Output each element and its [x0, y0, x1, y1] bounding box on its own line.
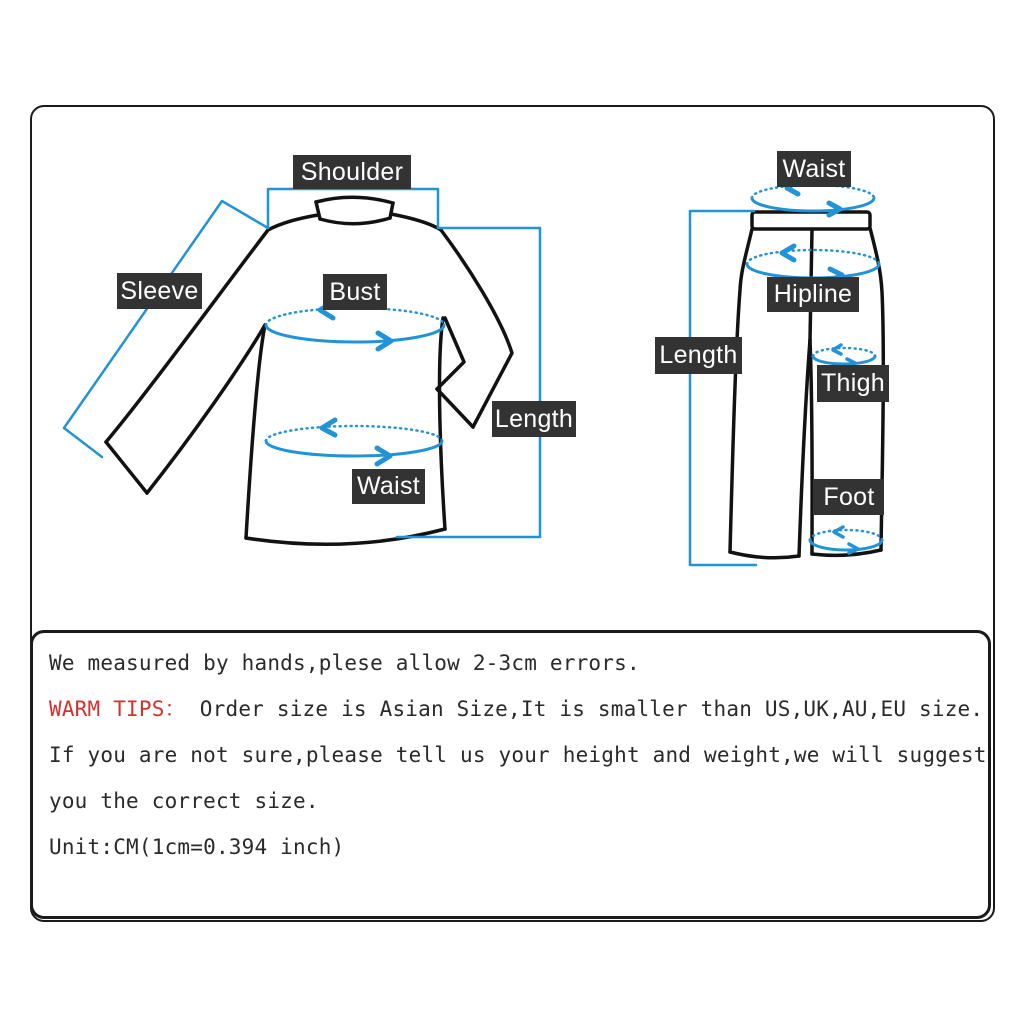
note-line-4: you the correct size.: [49, 789, 319, 813]
shirt-length-label: Length: [492, 401, 576, 437]
shirt-bust-label: Bust: [323, 274, 387, 310]
note-line-3: If you are not sure,please tell us your height and weight,we will suggest: [49, 743, 987, 767]
warm-tips-label: WARM TIPS：: [49, 697, 186, 721]
note-line-2-text: Order size is Asian Size,It is smaller than US,UK,AU,EU size.: [199, 697, 984, 721]
note-line-5: Unit:CM(1cm=0.394 inch): [49, 835, 345, 859]
shirt-waist-label: Waist: [352, 469, 425, 504]
pants-foot-label: Foot: [814, 479, 884, 515]
pants-hipline-label: Hipline: [767, 277, 859, 312]
pants-waist-label: Waist: [777, 151, 851, 187]
note-line-1: We measured by hands,plese allow 2-3cm errors.: [49, 651, 640, 675]
note-line-2: [49, 693, 984, 726]
pants-thigh-label: Thigh: [817, 365, 889, 402]
notes-panel: [30, 630, 991, 919]
shirt-shoulder-label: Shoulder: [293, 155, 411, 189]
pants-length-label: Length: [655, 337, 742, 374]
shirt-sleeve-label: Sleeve: [117, 273, 202, 309]
